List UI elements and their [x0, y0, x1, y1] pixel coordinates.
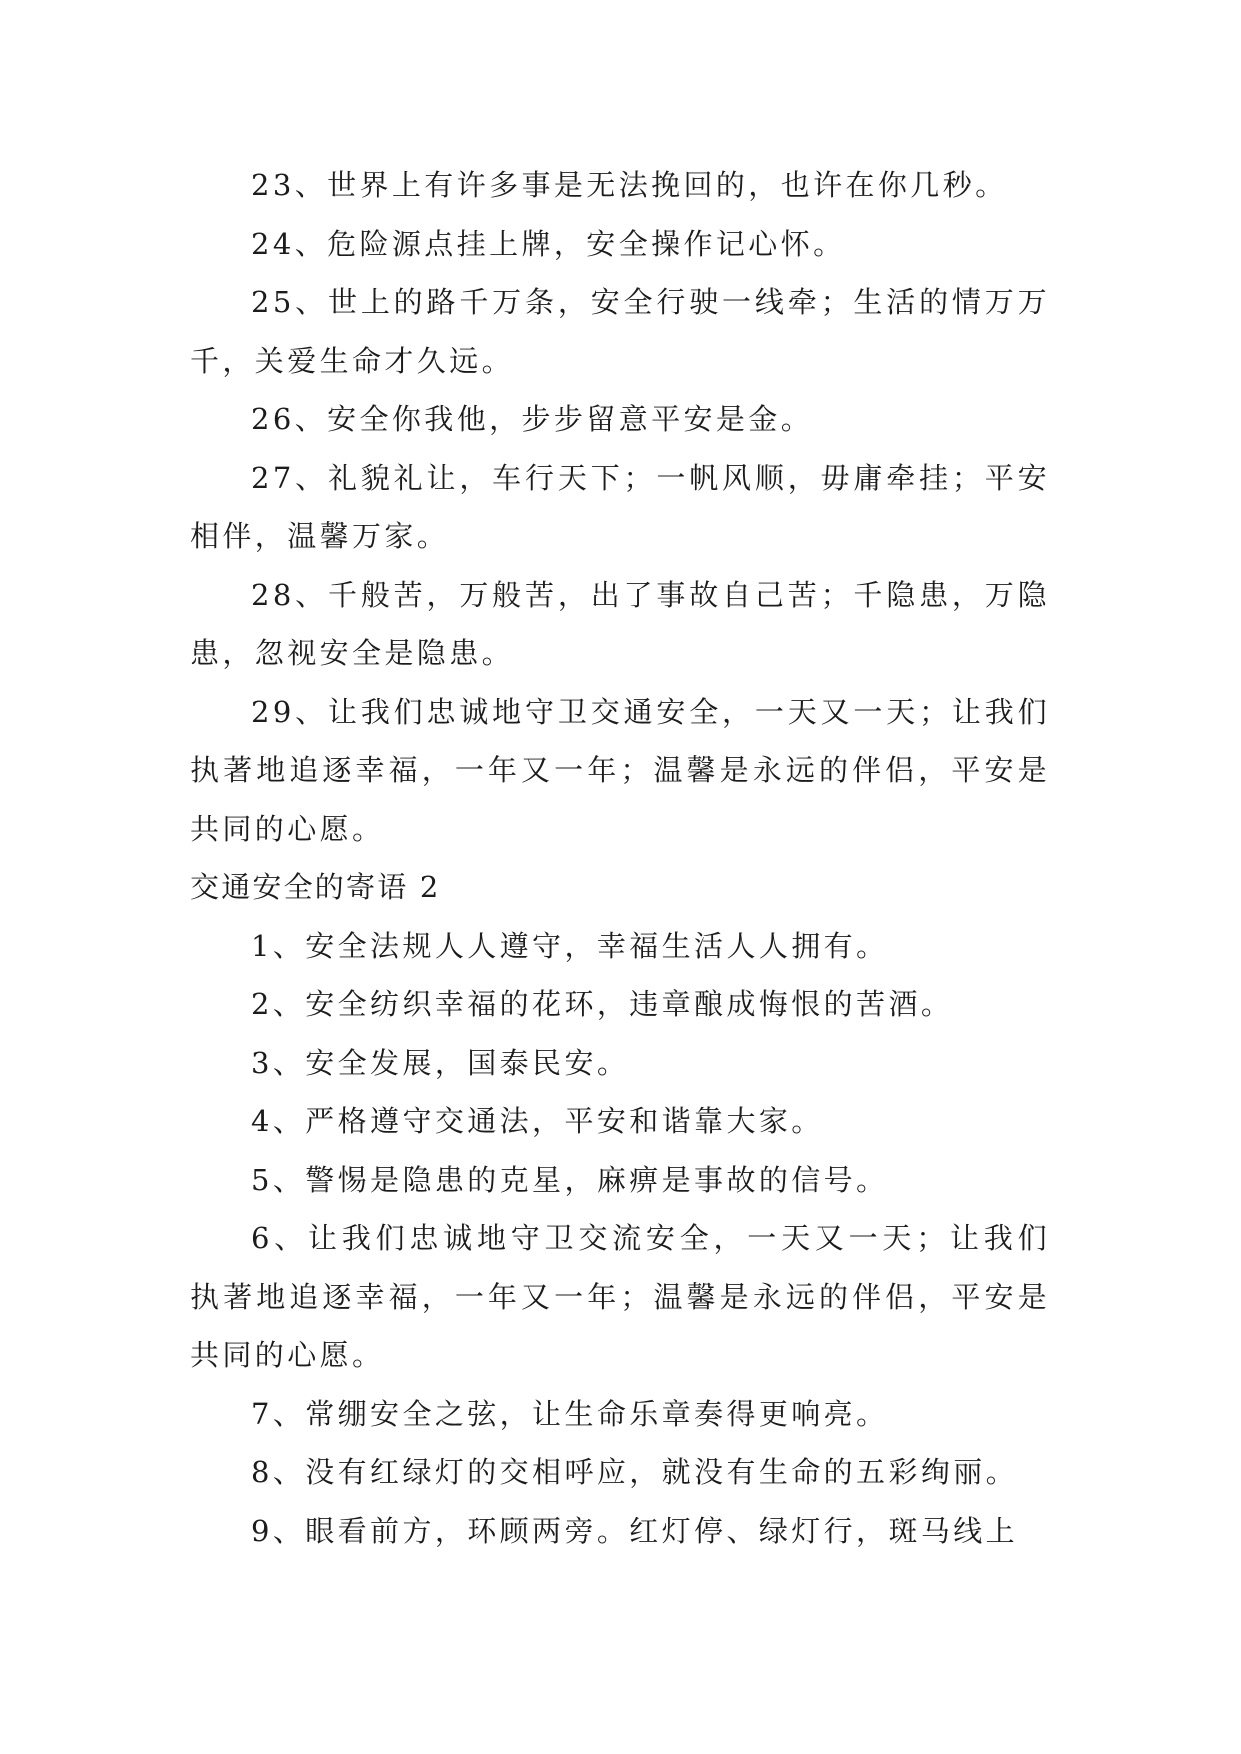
slogan-paragraph: 29、让我们忠诚地守卫交通安全，一天又一天；让我们执著地追逐幸福，一年又一年；温馨是永远的伴侣，平安是共同的心愿。 [190, 694, 1050, 846]
slogan-paragraph: 24、危险源点挂上牌，安全操作记心怀。 [251, 226, 846, 261]
slogan-paragraph: 5、警惕是隐患的克星，麻痹是事故的信号。 [251, 1162, 889, 1197]
slogan-paragraph: 9、眼看前方，环顾两旁。红灯停、绿灯行，斑马线上 [251, 1513, 1019, 1548]
section-heading: 交通安全的寄语 2 [190, 870, 441, 904]
slogan-paragraph: 25、世上的路千万条，安全行驶一线牵；生活的情万万千，关爱生命才久远。 [190, 285, 1050, 378]
slogan-paragraph: 8、没有红绿灯的交相呼应，就没有生命的五彩绚丽。 [251, 1455, 1019, 1489]
slogan-paragraph: 23、世界上有许多事是无法挽回的，也许在你几秒。 [251, 168, 1008, 202]
slogan-paragraph: 26、安全你我他，步步留意平安是金。 [251, 402, 814, 436]
slogan-paragraph: 1、安全法规人人遵守，幸福生活人人拥有。 [251, 928, 889, 963]
document-body [190, 156, 1050, 1560]
slogan-paragraph: 4、严格遵守交通法，平安和谐靠大家。 [251, 1104, 824, 1138]
slogan-paragraph: 3、安全发展，国泰民安。 [251, 1045, 630, 1080]
slogan-paragraph: 6、让我们忠诚地守卫交流安全，一天又一天；让我们执著地追逐幸福，一年又一年；温馨是永远的伴侣，平安是共同的心愿。 [190, 1221, 1050, 1372]
slogan-paragraph: 2、安全纺织幸福的花环，违章酿成悔恨的苦酒。 [251, 987, 954, 1021]
slogan-paragraph: 7、常绷安全之弦，让生命乐章奏得更响亮。 [251, 1396, 889, 1431]
slogan-paragraph: 27、礼貌礼让，车行天下；一帆风顺，毋庸牵挂；平安相伴，温馨万家。 [190, 460, 1050, 553]
slogan-paragraph: 28、千般苦，万般苦，出了事故自己苦；千隐患，万隐患，忽视安全是隐患。 [190, 577, 1050, 670]
